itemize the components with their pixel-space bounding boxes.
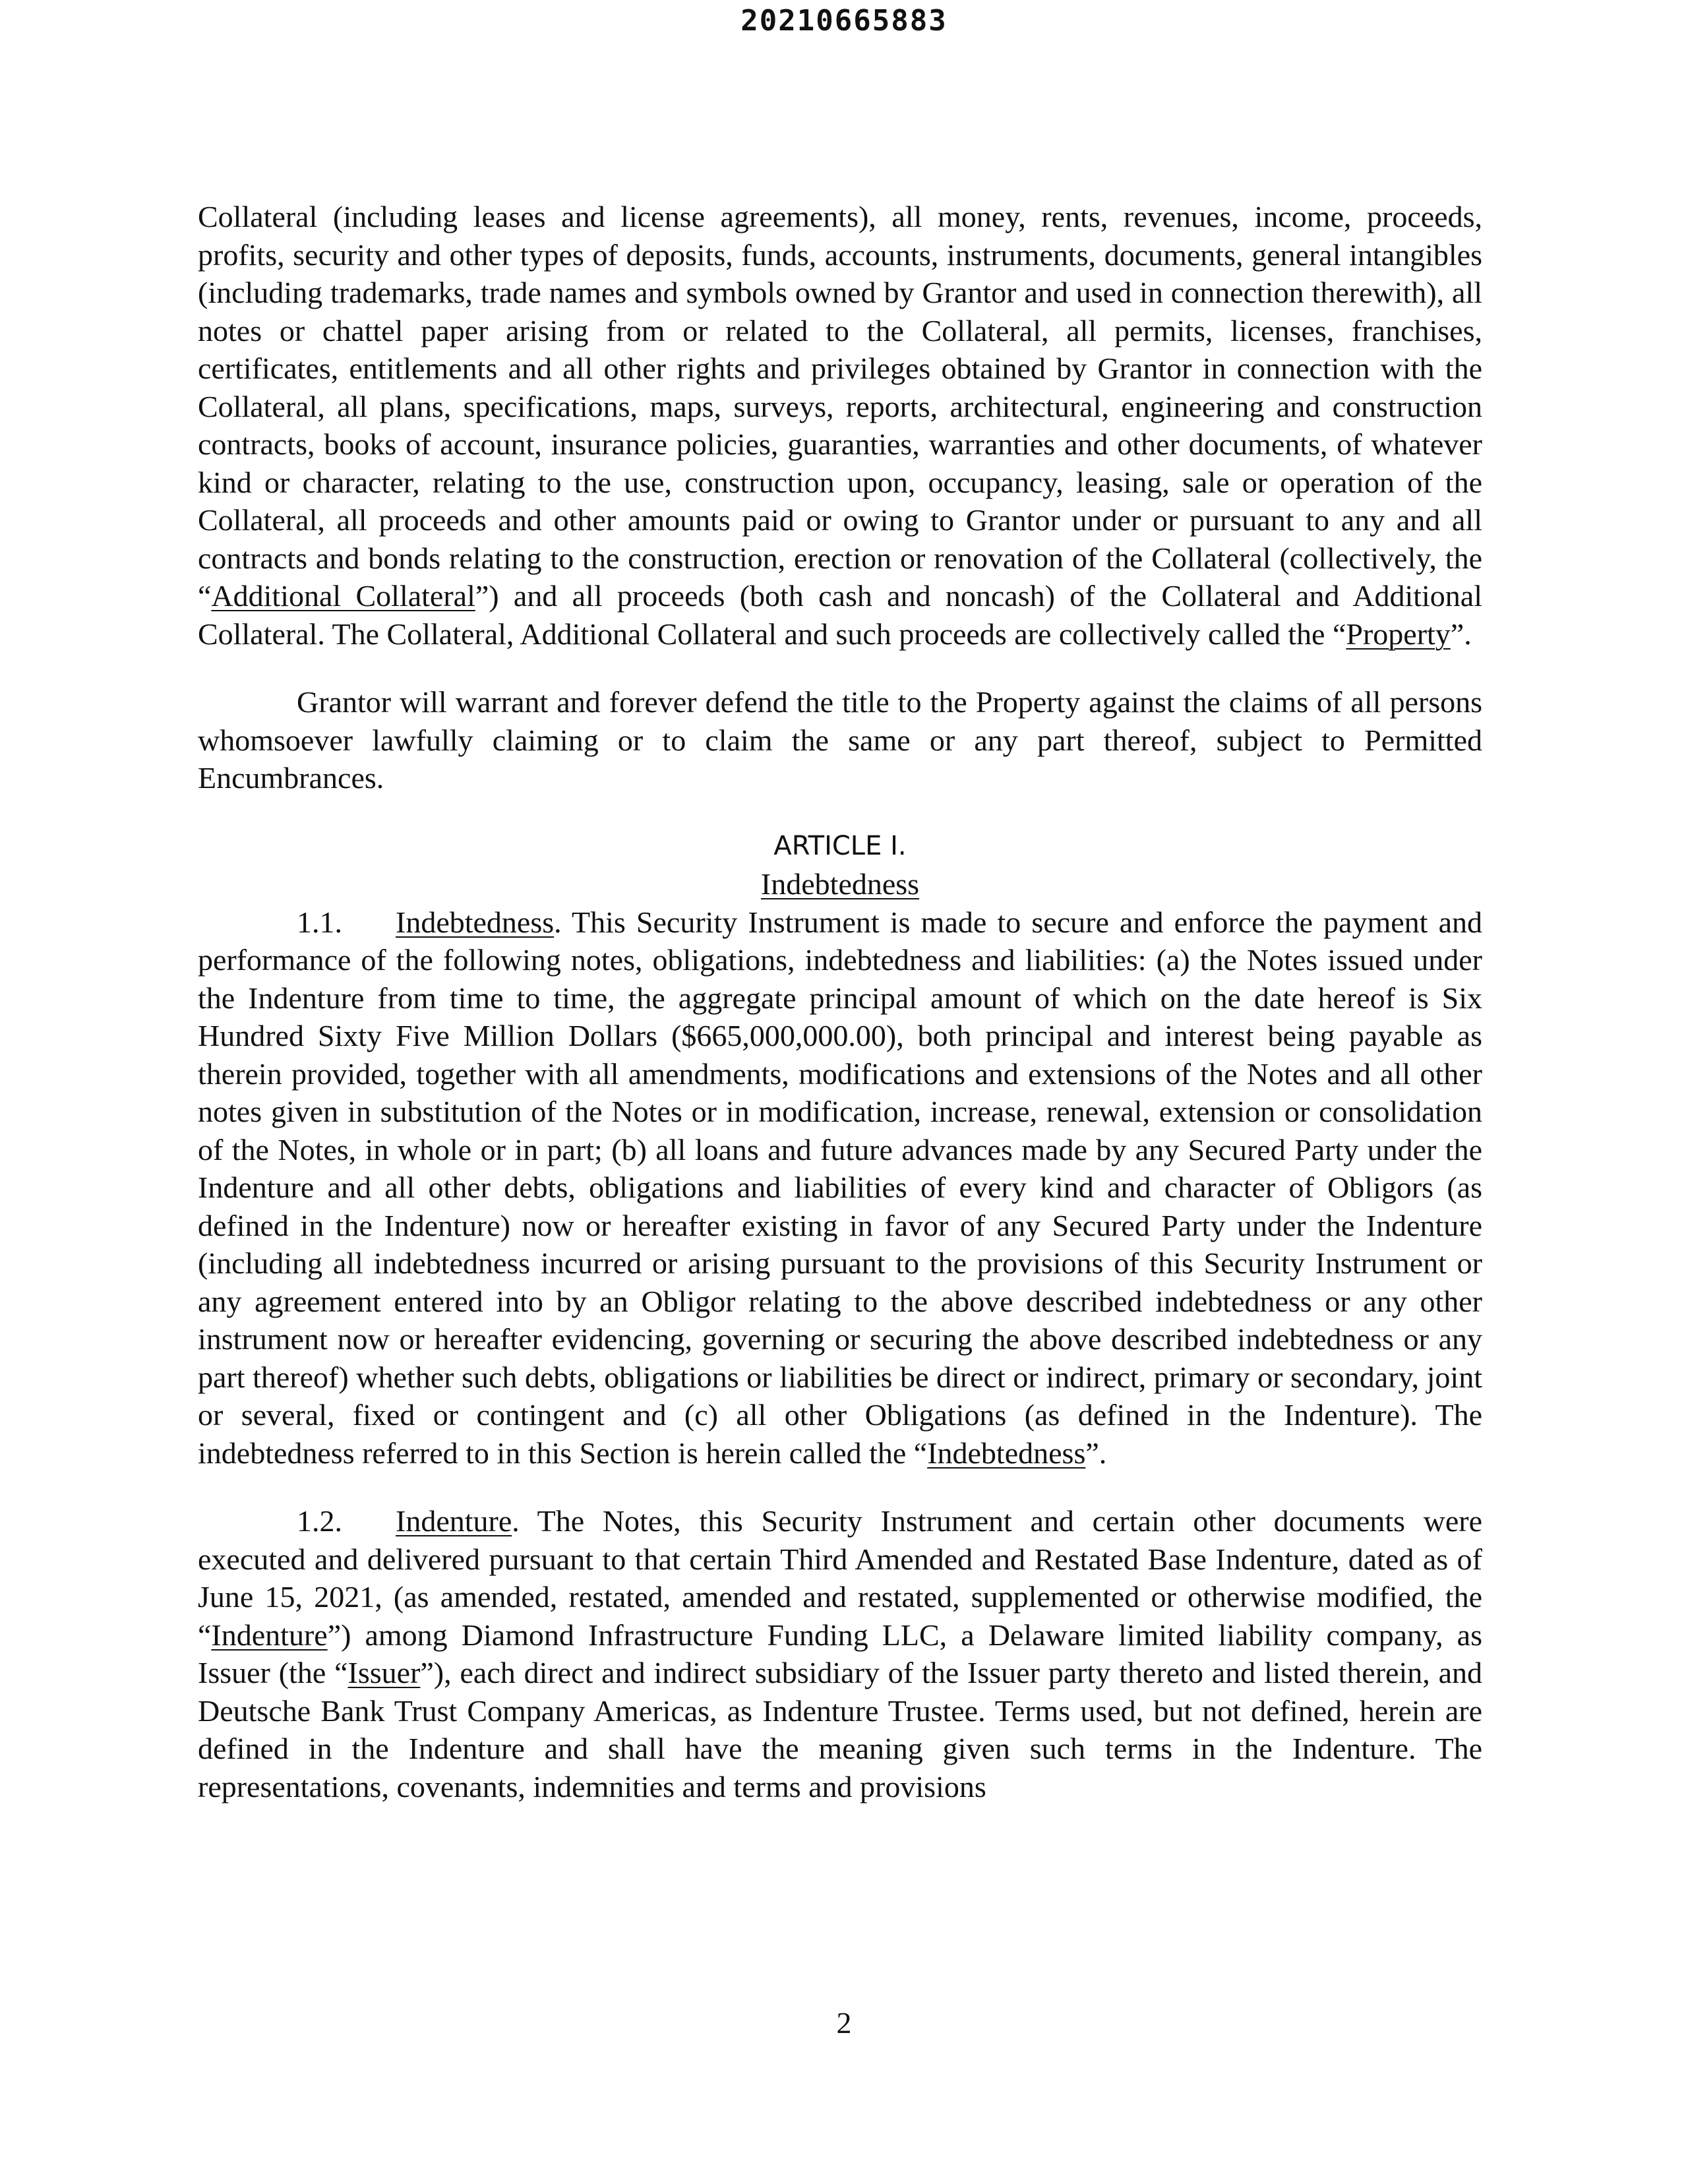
section-1-1-title: Indebtedness — [396, 905, 555, 939]
section-1-2-text-3: ”), each direct and indirect subsidiary of the Issuer party thereto and listed therein, and Deutsche Bank Trust Company Americas, as Indenture Trustee. Terms used, but not defined, herein are defined in the Indenture and shall have the meaning given such terms in the Indenture. The representations, covenants, indemnities and terms and provisions — [198, 1656, 1483, 1804]
warranty-paragraph — [198, 683, 1482, 797]
section-1-1-text-2: ”. — [1085, 1436, 1107, 1470]
article-heading: ARTICLE I. — [773, 830, 907, 861]
section-1-2-text-1: . The Notes, this Security Instrument and certain other documents were executed and delivered pursuant to that certain Third Amended and Restated Base Indenture, dated as of June 15, 2021, (as amended, restated, amended and restated, supplemented or otherwise modified, the “ — [198, 1504, 1482, 1652]
collateral-paragraph — [198, 198, 1482, 653]
defined-term-property: Property — [1346, 617, 1451, 651]
collateral-text-2: ”) and all proceeds (both cash and noncash) of the Collateral and Additional Collateral. The Collateral, Additional Collateral and such proceeds are collectively called the “ — [198, 579, 1482, 651]
collateral-text-1: Collateral (including leases and license agreements), all money, rents, revenues, income, proceeds, profits, security and other types of deposits, funds, accounts, instruments, documents, general intangibles (including trademarks, trade names and symbols owned by Grantor and used in connection therewith), all notes or chattel paper arising from or related to the Collateral, all permits, licenses, franchises, certificates, entitlements and all other rights and privileges obtained by Grantor in connection with the Collateral, all plans, specifications, maps, surveys, reports, architectural, engineering and construction contracts, books of account, insurance policies, guaranties, warranties and other documents, of whatever kind or character, relating to the use, construction upon, occupancy, leasing, sale or operation of the Collateral, all proceeds and other amounts paid or owing to Grantor under or pursuant to any and all contracts and bonds relating to the construction, erection or renovation of the Collateral (collectively, the “ — [198, 200, 1482, 613]
section-1-1 — [198, 903, 1482, 1472]
document-number: 20210665883 — [740, 4, 948, 38]
section-1-2-title: Indenture — [396, 1504, 512, 1538]
collateral-text-3: ”. — [1450, 617, 1472, 651]
section-1-2-number: 1.2. — [297, 1504, 342, 1538]
section-1-1-number: 1.1. — [297, 905, 342, 939]
defined-term-indebtedness: Indebtedness — [927, 1436, 1086, 1470]
article-title-text: Indebtedness — [760, 867, 920, 901]
article-title — [198, 865, 1482, 903]
section-1-1-text-1: . This Security Instrument is made to secure and enforce the payment and performance of the following notes, obligations, indebtedness and liabilities: (a) the Notes issued under the Indenture from time to time, the aggregate principal amount of which on the date hereof is Six Hundred Sixty Five Million Dollars ($665,000,000.00), both principal and interest being payable as therein provided, together with all amendments, modifications and extensions of the Notes and all other notes given in substitution of the Notes or in modification, increase, renewal, extension or consolidation of the Notes, in whole or in part; (b) all loans and future advances made by any Secured Party under the Indenture and all other debts, obligations and liabilities of every kind and character of Obligors (as defined in the Indenture) now or hereafter existing in favor of any Secured Party under the Indenture (including all indebtedness incurred or arising pursuant to the provisions of this Security Instrument or any agreement entered into by an Obligor relating to the above described indebtedness or any other instrument now or hereafter evidencing, governing or securing the above described indebtedness or any part thereof) whether such debts, obligations or liabilities be direct or indirect, primary or secondary, joint or several, fixed or contingent and (c) all other Obligations (as defined in the Indenture). The indebtedness referred to in this Section is herein called the “ — [198, 905, 1482, 1470]
defined-term-issuer: Issuer — [347, 1656, 421, 1689]
section-1-2-text-2: ”) among Diamond Infrastructure Funding LLC, a Delaware limited liability company, as Issuer (the “ — [198, 1618, 1482, 1689]
defined-term-additional-collateral: Additional Collateral — [211, 579, 475, 613]
warranty-text: Grantor will warrant and forever defend the title to the Property against the claims of all persons whomsoever lawfully claiming or to claim the same or any part thereof, subject to Permitted Encumbrances. — [198, 685, 1482, 795]
section-1-2 — [198, 1502, 1482, 1805]
page-number: 2 — [836, 2006, 852, 2040]
defined-term-indenture: Indenture — [211, 1618, 328, 1652]
document-body — [198, 198, 1482, 1805]
